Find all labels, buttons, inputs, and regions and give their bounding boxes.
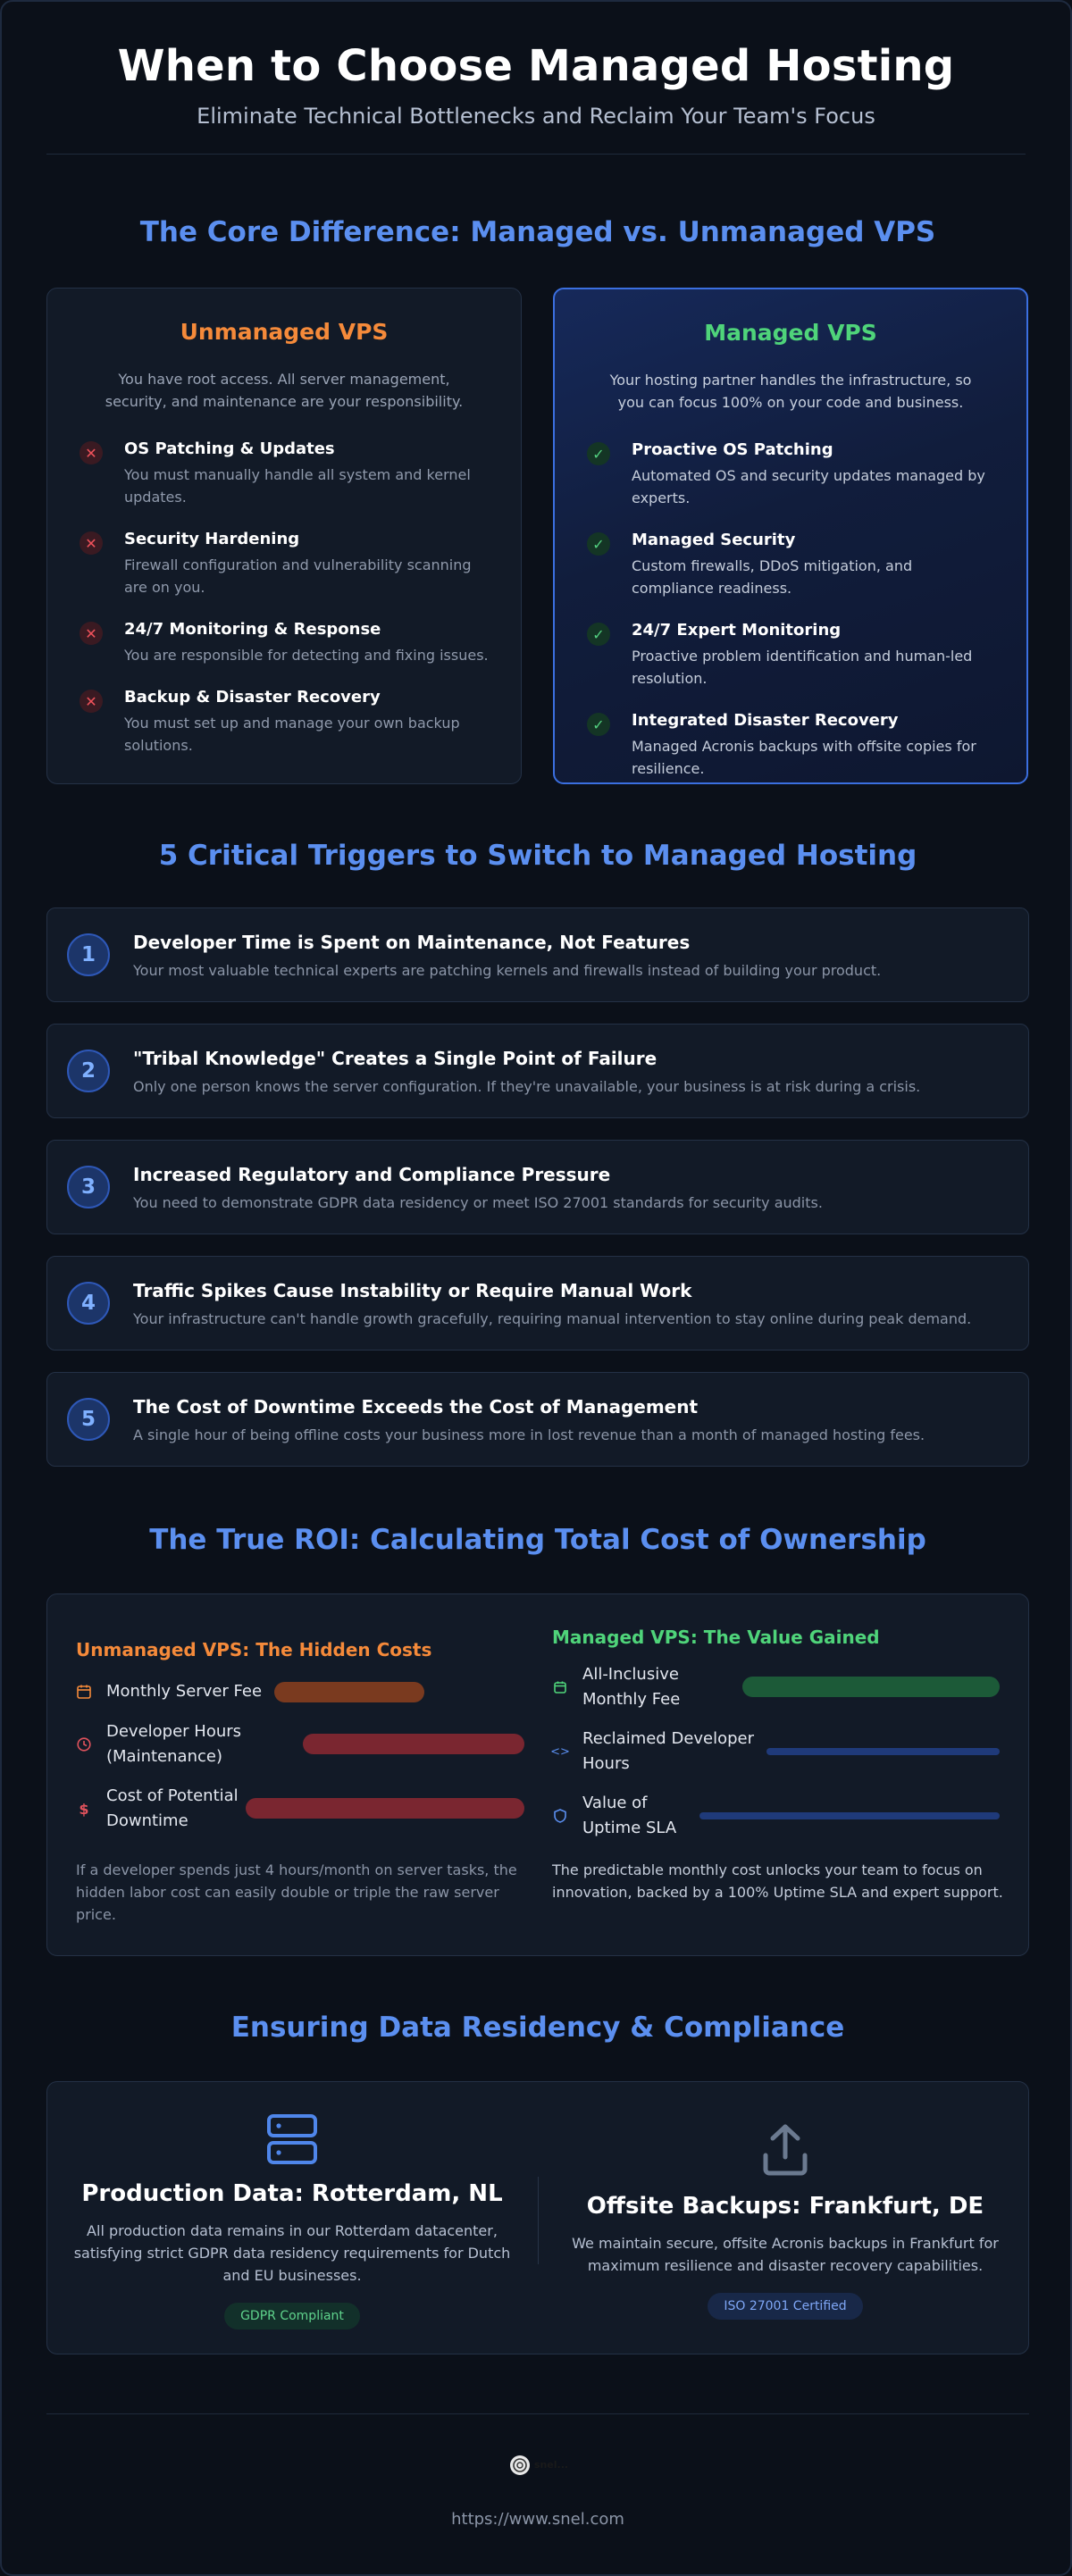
managed-item-title: Integrated Disaster Recovery — [632, 711, 899, 730]
unmanaged-list — [80, 439, 489, 757]
managed-item-description: Automated OS and security updates managed by experts. — [632, 467, 985, 506]
managed-value — [550, 1594, 1003, 1903]
footer-divider — [46, 2413, 1029, 2414]
unmanaged-item-description: You are responsible for detecting and fixing issues. — [124, 647, 489, 664]
value-label: All-Inclusive Monthly Fee — [582, 1665, 681, 1709]
managed-item-title: 24/7 Expert Monitoring — [632, 621, 842, 640]
value-bar — [766, 1748, 1000, 1755]
managed-item-title: Proactive OS Patching — [632, 440, 833, 459]
roi-card — [46, 1593, 1029, 1956]
trigger-description: Your infrastructure can't handle growth gracefully, requiring manual intervention to stay online during peak demand. — [133, 1309, 972, 1327]
backup-description: We maintain secure, offsite Acronis backups in Frankfurt for maximum resilience and disaster recovery capabilities. — [572, 2235, 999, 2274]
production-description: All production data remains in our Rotterdam datacenter, satisfying strict GDPR data residency requirements for Dutch and EU businesses. — [73, 2222, 511, 2284]
trigger-number: 4 — [67, 1282, 110, 1325]
trigger-description: Only one person knows the server configuration. If they're unavailable, your business is at risk during a crisis. — [133, 1077, 921, 1095]
unmanaged-costs — [76, 1594, 523, 1926]
value-row — [552, 1662, 999, 1712]
managed-item — [587, 440, 994, 509]
cost-bar — [246, 1798, 524, 1819]
unmanaged-item — [80, 620, 489, 666]
iso-badge: ISO 27001 Certified — [708, 2293, 862, 2320]
production-location — [69, 2112, 515, 2329]
unmanaged-item-description: You must manually handle all system and kernel updates. — [124, 466, 471, 506]
unmanaged-item-title: Security Hardening — [124, 530, 300, 548]
managed-item — [587, 531, 994, 599]
trigger-title: "Tribal Knowledge" Creates a Single Point of Failure — [133, 1047, 657, 1069]
trigger-list — [46, 907, 1029, 1488]
x-icon: ✕ — [80, 441, 103, 464]
value-row — [552, 1791, 999, 1841]
trigger-title: Traffic Spikes Cause Instability or Require Manual Work — [133, 1279, 692, 1301]
code-icon: <> — [550, 1744, 570, 1759]
managed-card — [553, 288, 1028, 784]
trigger-card — [46, 907, 1029, 1002]
dollar-icon: $ — [79, 1800, 89, 1818]
check-icon: ✓ — [587, 442, 610, 465]
cost-bar — [274, 1682, 424, 1702]
backup-location — [562, 2121, 1009, 2320]
roi-section-title: The True ROI: Calculating Total Cost of Ownership — [149, 1524, 926, 1556]
core-section-title: The Core Difference: Managed vs. Unmanaged VPS — [139, 216, 936, 248]
managed-title: Managed VPS — [704, 320, 877, 346]
trigger-card — [46, 1372, 1029, 1467]
unmanaged-item — [80, 530, 489, 598]
value-bar — [699, 1812, 1000, 1819]
unmanaged-card — [46, 288, 522, 784]
x-icon: ✕ — [80, 622, 103, 645]
value-label: Value of Uptime SLA — [582, 1794, 677, 1837]
backup-title: Offsite Backups: Frankfurt, DE — [586, 2193, 984, 2220]
trigger-number: 5 — [67, 1398, 110, 1441]
check-icon: ✓ — [587, 713, 610, 736]
cost-bar — [303, 1734, 524, 1754]
managed-description: Your hosting partner handles the infrastructure, so you can focus 100% on your code and business. — [609, 372, 972, 411]
unmanaged-item — [80, 439, 489, 508]
managed-item-description: Proactive problem identification and human-led resolution. — [632, 648, 973, 687]
trigger-card — [46, 1140, 1029, 1234]
managed-list — [587, 440, 994, 780]
clock-icon — [76, 1736, 92, 1752]
unmanaged-costs-title: Unmanaged VPS: The Hidden Costs — [76, 1639, 432, 1660]
managed-value-title: Managed VPS: The Value Gained — [552, 1627, 880, 1648]
shield-icon — [552, 1808, 568, 1824]
snel-logo[interactable] — [498, 2449, 578, 2480]
unmanaged-item-description: You must set up and manage your own backup solutions. — [124, 715, 460, 754]
hero-divider — [46, 154, 1026, 155]
residency-card — [46, 2081, 1029, 2354]
unmanaged-item-title: 24/7 Monitoring & Response — [124, 620, 381, 639]
trigger-number: 1 — [67, 933, 110, 976]
gdpr-badge: GDPR Compliant — [224, 2303, 360, 2329]
trigger-title: Increased Regulatory and Compliance Pressure — [133, 1163, 611, 1185]
managed-item — [587, 711, 994, 780]
check-icon: ✓ — [587, 623, 610, 646]
unmanaged-item-description: Firewall configuration and vulnerability scanning are on you. — [124, 556, 472, 596]
unmanaged-costs-note: If a developer spends just 4 hours/month on server tasks, the hidden labor cost can easily double or triple the raw server price. — [76, 1861, 517, 1923]
comparison — [46, 288, 1029, 784]
footer-url[interactable]: https://www.snel.com — [451, 2510, 624, 2529]
value-bar — [742, 1677, 1000, 1697]
value-row — [552, 1727, 999, 1777]
trigger-card — [46, 1024, 1029, 1118]
managed-value-note: The predictable monthly cost unlocks your team to focus on innovation, backed by a 100% Uptime SLA and expert support. — [552, 1861, 1003, 1901]
trigger-number: 2 — [67, 1050, 110, 1092]
unmanaged-item — [80, 688, 489, 757]
page-subtitle: Eliminate Technical Bottlenecks and Reclaim Your Team's Focus — [197, 104, 875, 129]
upload-icon — [562, 2121, 1009, 2177]
unmanaged-title: Unmanaged VPS — [180, 319, 389, 345]
value-label: Reclaimed Developer Hours — [582, 1729, 755, 1773]
unmanaged-description: You have root access. All server management, security, and maintenance are your responsibility. — [105, 371, 464, 410]
managed-item-description: Custom firewalls, DDoS mitigation, and compliance readiness. — [632, 557, 913, 597]
residency-section-title: Ensuring Data Residency & Compliance — [230, 2011, 845, 2044]
x-icon: ✕ — [80, 690, 103, 713]
check-icon: ✓ — [587, 532, 610, 556]
production-title: Production Data: Rotterdam, NL — [81, 2180, 503, 2207]
trigger-title: The Cost of Downtime Exceeds the Cost of Management — [133, 1395, 699, 1418]
managed-item — [587, 621, 994, 690]
cost-row — [76, 1678, 523, 1705]
cost-label: Cost of Potential Downtime — [106, 1786, 239, 1830]
logo-text: snel... — [533, 2458, 569, 2471]
cost-label: Monthly Server Fee — [106, 1682, 263, 1701]
cost-row — [76, 1784, 523, 1834]
server-icon — [69, 2112, 515, 2166]
residency-divider — [538, 2177, 539, 2264]
cost-label: Developer Hours (Maintenance) — [106, 1722, 242, 1766]
triggers-section-title: 5 Critical Triggers to Switch to Managed Hosting — [158, 840, 917, 872]
page-title: When to Choose Managed Hosting — [117, 41, 955, 91]
unmanaged-item-title: Backup & Disaster Recovery — [124, 688, 381, 707]
cost-row — [76, 1719, 523, 1769]
trigger-title: Developer Time is Spent on Maintenance, Not Features — [133, 931, 691, 953]
x-icon: ✕ — [80, 531, 103, 555]
trigger-description: A single hour of being offline costs your business more in lost revenue than a month of managed hosting fees. — [133, 1426, 925, 1443]
managed-item-title: Managed Security — [632, 531, 796, 549]
hero — [2, 2, 1070, 129]
calendar-icon — [76, 1684, 92, 1700]
trigger-description: You need to demonstrate GDPR data residency or meet ISO 27001 standards for security audits. — [133, 1193, 823, 1211]
snail-logo-icon — [507, 2452, 532, 2477]
managed-item-description: Managed Acronis backups with offsite copies for resilience. — [632, 738, 976, 777]
calendar-icon — [552, 1679, 568, 1695]
trigger-description: Your most valuable technical experts are patching kernels and firewalls instead of building your product. — [133, 961, 882, 979]
trigger-number: 3 — [67, 1166, 110, 1209]
trigger-card — [46, 1256, 1029, 1351]
unmanaged-item-title: OS Patching & Updates — [124, 439, 335, 458]
